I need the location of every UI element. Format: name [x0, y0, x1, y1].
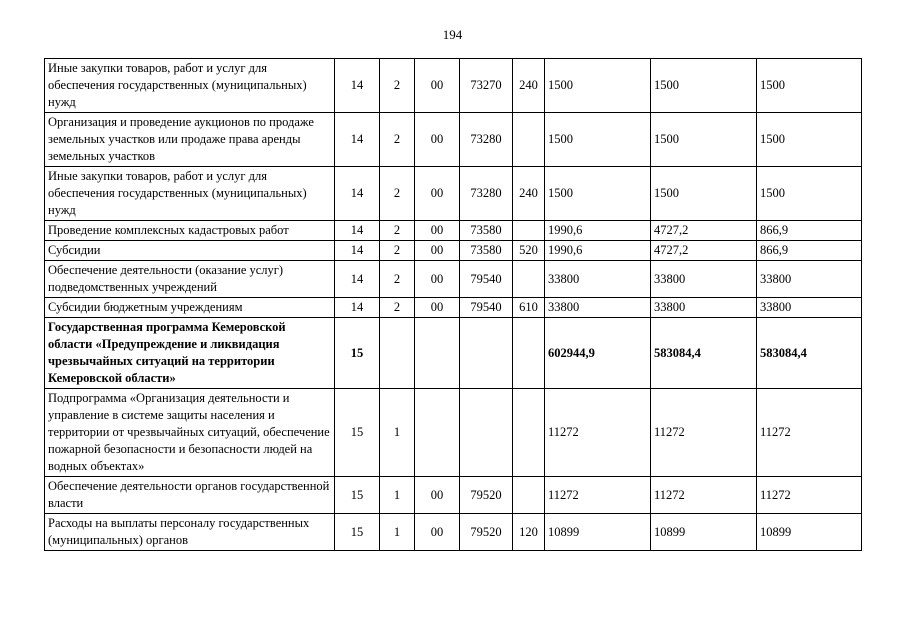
direction-code-cell: 73270: [460, 59, 513, 113]
amount-year2-cell: 1500: [651, 113, 757, 167]
section-code-cell: 15: [335, 318, 380, 389]
expense-type-code-cell: [513, 261, 545, 298]
program-code-cell: 00: [415, 261, 460, 298]
expense-name-cell: Иные закупки товаров, работ и услуг для обеспечения государственных (муниципальных) нужд: [45, 167, 335, 221]
amount-year1-cell: 10899: [545, 514, 651, 551]
subsection-code-cell: 2: [380, 298, 415, 318]
section-code-cell: 14: [335, 298, 380, 318]
amount-year3-cell: 1500: [757, 113, 862, 167]
expense-name-cell: Субсидии: [45, 241, 335, 261]
table-body: [45, 59, 862, 551]
expense-type-code-cell: [513, 477, 545, 514]
program-code-cell: 00: [415, 221, 460, 241]
amount-year2-cell: 583084,4: [651, 318, 757, 389]
expense-type-code-cell: [513, 113, 545, 167]
program-code-cell: 00: [415, 514, 460, 551]
expense-name-cell: Иные закупки товаров, работ и услуг для обеспечения государственных (муниципальных) нужд: [45, 59, 335, 113]
amount-year3-cell: 866,9: [757, 241, 862, 261]
table-row: [45, 261, 862, 298]
program-code-cell: 00: [415, 113, 460, 167]
table-row: [45, 477, 862, 514]
direction-code-cell: 73580: [460, 241, 513, 261]
table-row: [45, 514, 862, 551]
amount-year1-cell: 33800: [545, 298, 651, 318]
section-code-cell: 14: [335, 167, 380, 221]
program-code-cell: 00: [415, 298, 460, 318]
amount-year2-cell: 33800: [651, 298, 757, 318]
amount-year2-cell: 4727,2: [651, 241, 757, 261]
amount-year3-cell: 11272: [757, 477, 862, 514]
expense-type-code-cell: [513, 389, 545, 477]
amount-year1-cell: 1990,6: [545, 241, 651, 261]
direction-code-cell: 73580: [460, 221, 513, 241]
expense-name-cell: Обеспечение деятельности (оказание услуг) подведомственных учреждений: [45, 261, 335, 298]
subsection-code-cell: 1: [380, 477, 415, 514]
amount-year1-cell: 11272: [545, 477, 651, 514]
amount-year1-cell: 1500: [545, 167, 651, 221]
expense-name-cell: Субсидии бюджетным учреждениям: [45, 298, 335, 318]
expense-type-code-cell: 520: [513, 241, 545, 261]
direction-code-cell: 73280: [460, 113, 513, 167]
expense-type-code-cell: [513, 318, 545, 389]
amount-year3-cell: 33800: [757, 298, 862, 318]
program-code-cell: 00: [415, 59, 460, 113]
amount-year2-cell: 1500: [651, 167, 757, 221]
amount-year1-cell: 1500: [545, 59, 651, 113]
page-number: 194: [442, 27, 463, 42]
expense-name-cell: Обеспечение деятельности органов государственной власти: [45, 477, 335, 514]
section-code-cell: 14: [335, 241, 380, 261]
amount-year2-cell: 10899: [651, 514, 757, 551]
direction-code-cell: 79520: [460, 514, 513, 551]
expense-type-code-cell: 240: [513, 59, 545, 113]
table-row: [45, 113, 862, 167]
amount-year3-cell: 10899: [757, 514, 862, 551]
section-code-cell: 14: [335, 113, 380, 167]
amount-year3-cell: 33800: [757, 261, 862, 298]
direction-code-cell: [460, 318, 513, 389]
amount-year1-cell: 33800: [545, 261, 651, 298]
section-code-cell: 15: [335, 514, 380, 551]
direction-code-cell: 73280: [460, 167, 513, 221]
direction-code-cell: 79520: [460, 477, 513, 514]
table-row: [45, 59, 862, 113]
subsection-code-cell: 2: [380, 167, 415, 221]
amount-year2-cell: 1500: [651, 59, 757, 113]
expense-type-code-cell: 240: [513, 167, 545, 221]
subsection-code-cell: 2: [380, 59, 415, 113]
table-row: [45, 298, 862, 318]
subsection-code-cell: 2: [380, 241, 415, 261]
program-code-cell: 00: [415, 241, 460, 261]
section-code-cell: 14: [335, 221, 380, 241]
amount-year3-cell: 1500: [757, 59, 862, 113]
amount-year3-cell: 583084,4: [757, 318, 862, 389]
subsection-code-cell: 1: [380, 389, 415, 477]
expense-name-cell: Расходы на выплаты персоналу государственных (муниципальных) органов: [45, 514, 335, 551]
table-row: [45, 167, 862, 221]
amount-year2-cell: 11272: [651, 477, 757, 514]
amount-year2-cell: 11272: [651, 389, 757, 477]
table-row: [45, 221, 862, 241]
direction-code-cell: [460, 389, 513, 477]
amount-year3-cell: 866,9: [757, 221, 862, 241]
amount-year1-cell: 11272: [545, 389, 651, 477]
subsection-code-cell: 2: [380, 261, 415, 298]
subsection-code-cell: 2: [380, 113, 415, 167]
program-code-cell: [415, 318, 460, 389]
section-code-cell: 15: [335, 389, 380, 477]
program-code-cell: 00: [415, 167, 460, 221]
table-row: [45, 389, 862, 477]
direction-code-cell: 79540: [460, 298, 513, 318]
section-code-cell: 14: [335, 59, 380, 113]
subsection-code-cell: 2: [380, 221, 415, 241]
amount-year2-cell: 4727,2: [651, 221, 757, 241]
expense-name-cell: Государственная программа Кемеровской области «Предупреждение и ликвидация чрезвычайных ситуаций на территории Кемеровской области»: [45, 318, 335, 389]
amount-year1-cell: 1500: [545, 113, 651, 167]
amount-year3-cell: 1500: [757, 167, 862, 221]
subsection-code-cell: 1: [380, 514, 415, 551]
expense-type-code-cell: 610: [513, 298, 545, 318]
expense-name-cell: Организация и проведение аукционов по продаже земельных участков или продаже права аренды земельных участков: [45, 113, 335, 167]
section-code-cell: 14: [335, 261, 380, 298]
expense-type-code-cell: 120: [513, 514, 545, 551]
expense-name-cell: Проведение комплексных кадастровых работ: [45, 221, 335, 241]
program-code-cell: 00: [415, 477, 460, 514]
table-row: [45, 241, 862, 261]
table-row: [45, 318, 862, 389]
amount-year2-cell: 33800: [651, 261, 757, 298]
amount-year1-cell: 602944,9: [545, 318, 651, 389]
amount-year1-cell: 1990,6: [545, 221, 651, 241]
expense-type-code-cell: [513, 221, 545, 241]
amount-year3-cell: 11272: [757, 389, 862, 477]
subsection-code-cell: [380, 318, 415, 389]
expense-name-cell: Подпрограмма «Организация деятельности и управление в системе защиты населения и территории от чрезвычайных ситуаций, обеспечение пожарной безопасности и безопасности людей на водных объектах»: [45, 389, 335, 477]
program-code-cell: [415, 389, 460, 477]
direction-code-cell: 79540: [460, 261, 513, 298]
budget-table: [44, 58, 862, 551]
section-code-cell: 15: [335, 477, 380, 514]
